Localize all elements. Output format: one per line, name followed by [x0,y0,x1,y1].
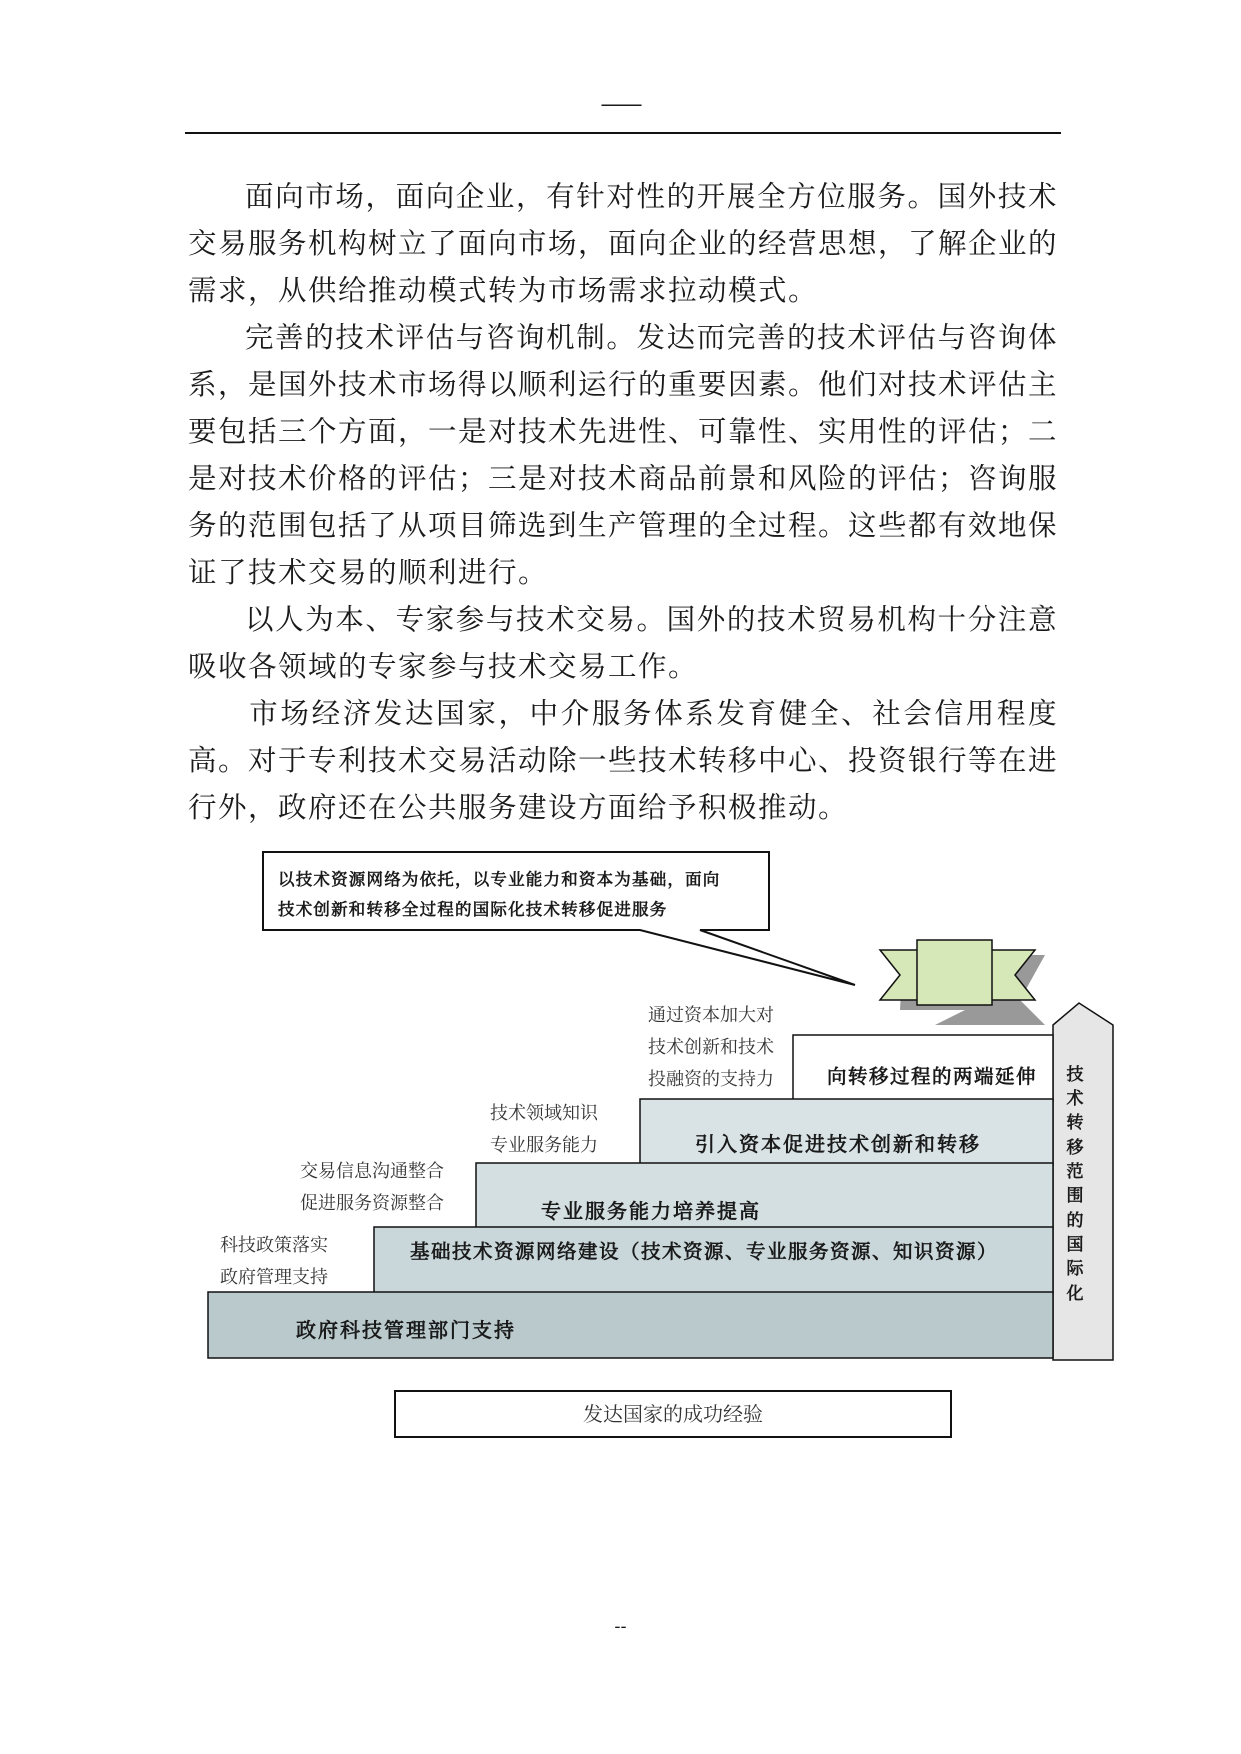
step-2-note [300,1156,444,1220]
footer-mark: -- [614,1616,627,1637]
callout-line-2: 技术创新和转移全过程的国际化技术转移促进服务 [278,900,668,919]
step-2-note-line-1: 交易信息沟通整合 [300,1161,444,1182]
paragraph-1: 面向市场，面向企业，有针对性的开展全方位服务。国外技术交易服务机构树立了面向市场，面向企业的经营思想，了解企业的需求，从供给推动模式转为市场需求拉动模式。 [188,180,1059,307]
vertical-char-5: 范 [1066,1162,1084,1182]
vertical-char-3: 转 [1066,1113,1084,1133]
step-1-note-line-2: 政府管理支持 [220,1267,328,1288]
step-2-note-line-2: 促进服务资源整合 [300,1193,444,1214]
step-3-note-line-1: 技术领域知识 [490,1103,598,1124]
paragraph-4: 市场经济发达国家，中介服务体系发育健全、社会信用程度高。对于专利技术交易活动除一些技术转移中心、投资银行等在进行外，政府还在公共服务建设方面给予积极推动。 [188,697,1059,824]
step-4-note-line-1: 通过资本加大对 [648,1005,774,1026]
vertical-char-1: 技 [1066,1065,1084,1085]
vertical-char-10: 化 [1066,1284,1084,1304]
step-4-note-line-3: 投融资的支持力 [648,1069,774,1090]
step-4-note [648,1000,774,1096]
paragraph-2: 完善的技术评估与咨询机制。发达而完善的技术评估与咨询体系，是国外技术市场得以顺利运行的重要因素。他们对技术评估主要包括三个方面，一是对技术先进性、可靠性、实用性的评估；二是对技术价格的评估；三是对技术商品前景和风险的评估；咨询服务的范围包括了从项目筛选到生产管理的全过程。这些都有效地保证了技术交易的顺利进行。 [188,321,1059,589]
step-1-note [220,1230,328,1294]
header-mark: —— [600,92,641,117]
vertical-char-4: 移 [1066,1138,1084,1158]
step-3-note-line-2: 专业服务能力 [490,1135,598,1156]
vertical-char-6: 围 [1066,1186,1084,1206]
vertical-char-7: 的 [1066,1211,1084,1231]
paragraph-3: 以人为本、专家参与技术交易。国外的技术贸易机构十分注意吸收各领域的专家参与技术交易工作。 [188,603,1058,683]
step-2-label: 基础技术资源网络建设（技术资源、专业服务资源、知识资源） [410,1240,999,1263]
step-1-label: 政府科技管理部门支持 [296,1318,516,1342]
vertical-char-2: 术 [1066,1089,1084,1109]
step-5-label: 向转移过程的两端延伸 [827,1065,1038,1088]
callout-line-1: 以技术资源网络为依托，以专业能力和资本为基础，面向 [278,870,721,889]
step-4-label: 引入资本促进技术创新和转移 [695,1132,981,1156]
vertical-char-9: 际 [1066,1259,1084,1279]
diagram-caption: 发达国家的成功经验 [394,1390,952,1438]
ribbon-center-icon [917,940,992,1005]
step-3-label: 专业服务能力培养提高 [541,1199,761,1223]
vertical-char-8: 国 [1066,1235,1084,1255]
step-3-note [490,1098,598,1162]
step-4-note-line-2: 技术创新和技术 [648,1037,774,1058]
step-1-note-line-1: 科技政策落实 [220,1235,328,1256]
